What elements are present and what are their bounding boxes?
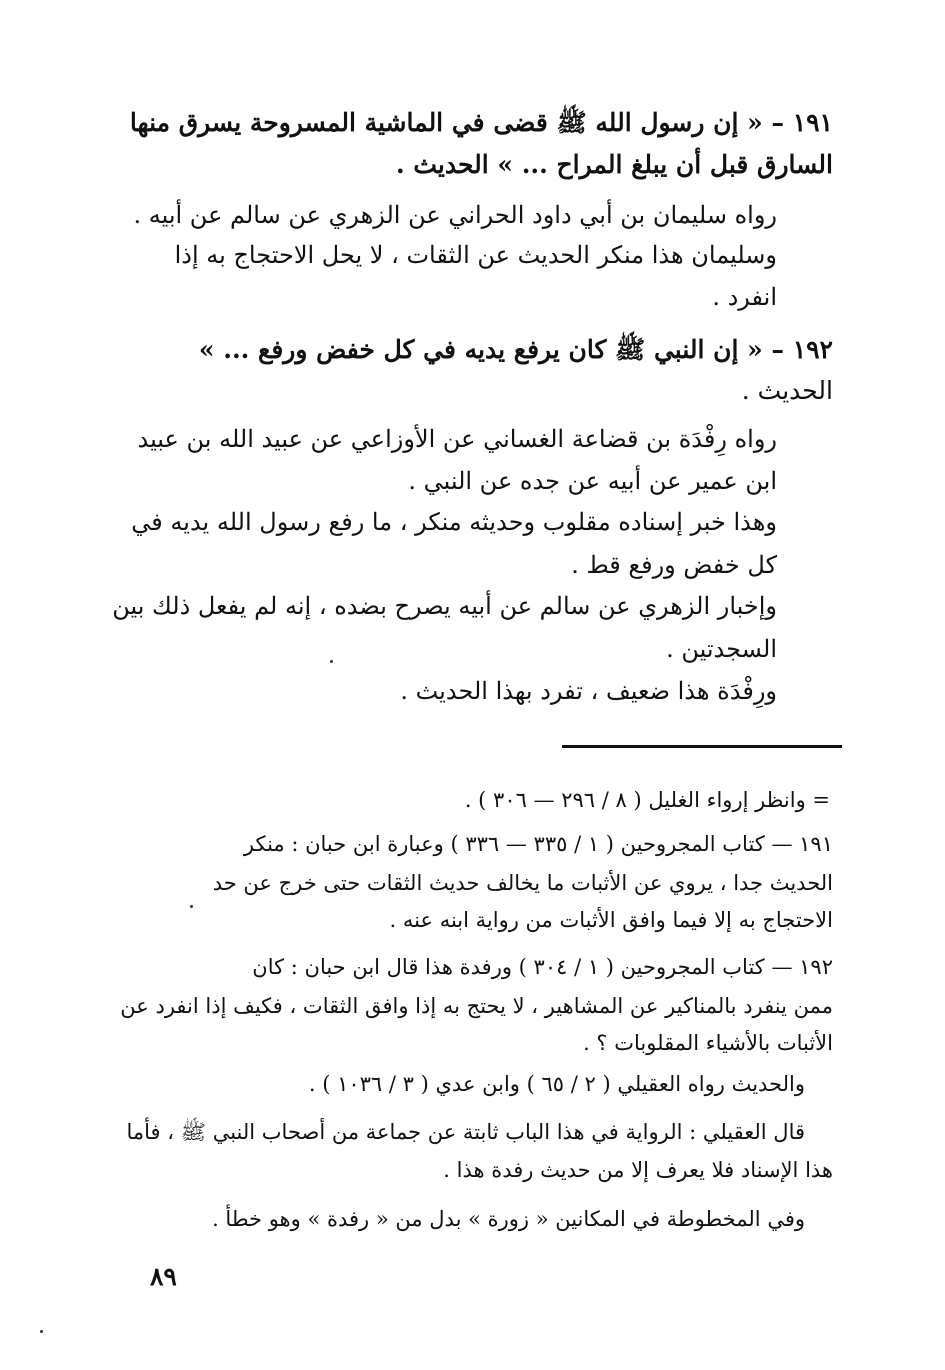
footnote-192-line-7: وفي المخطوطة في المكانين « زورة » بدل من « رفدة » وهو خطأ . <box>212 1207 805 1231</box>
scan-speck <box>190 905 193 908</box>
hadith-191-text-line-1: رواه سليمان بن أبي داود الحراني عن الزهري عن سالم عن أبيه . <box>133 201 777 229</box>
footnote-192-line-4: والحديث رواه العقيلي ( ٢ / ٦٥ ) وابن عدي ( ٣ / ١٠٣٦ ) . <box>308 1072 805 1096</box>
hadith-192-text-line-4: كل خفض ورفع قط . <box>571 551 777 579</box>
hadith-192-text-line-1: رواه رِفْدَة بن قضاعة الغساني عن الأوزاعي عن عبيد الله بن عبيد <box>137 425 777 453</box>
footnote-continuation-line: = وانظر إرواء الغليل ( ٨ / ٢٩٦ — ٣٠٦ ) . <box>464 788 830 812</box>
footnote-divider <box>562 745 842 748</box>
footnote-191-line-2: الحديث جدا ، يروي عن الأثبات ما يخالف حديث الثقات حتى خرج عن حد <box>212 871 833 895</box>
scan-speck <box>330 660 333 663</box>
hadith-192-text-line-2: ابن عمير عن أبيه عن جده عن النبي . <box>408 467 777 495</box>
footnote-192-line-1: ١٩٢ — كتاب المجروحين ( ١ / ٣٠٤ ) ورفدة هذا قال ابن حبان : كان <box>252 955 833 979</box>
hadith-192-text-line-6: السجدتين . <box>666 635 777 663</box>
hadith-191-text-line-3: انفرد . <box>712 283 777 311</box>
hadith-191-heading-line-1: ١٩١ – « إن رسول الله ﷺ قضى في الماشية المسروحة يسرق منها <box>129 108 833 137</box>
scan-speck <box>40 1330 43 1333</box>
hadith-192-text-line-5: وإخبار الزهري عن سالم عن أبيه يصرح بضده ، إنه لم يفعل ذلك بين <box>112 592 777 620</box>
hadith-192-heading-line-1: ١٩٢ – « إن النبي ﷺ كان يرفع يديه في كل خفض ورفع ... » <box>198 335 833 364</box>
hadith-192-text-line-7: ورِفْدَة هذا ضعيف ، تفرد بهذا الحديث . <box>400 677 777 705</box>
hadith-191-heading-line-2: السارق قبل أن يبلغ المراح ... » الحديث . <box>395 150 833 179</box>
footnote-191-line-1: ١٩١ — كتاب المجروحين ( ١ / ٣٣٥ — ٣٣٦ ) وعبارة ابن حبان : منكر <box>243 832 833 856</box>
page-number: ٨٩ <box>150 1262 177 1291</box>
hadith-192-heading-line-2: الحديث . <box>741 376 833 405</box>
footnote-192-line-2: ممن ينفرد بالمناكير عن المشاهير ، لا يحتج به إذا وافق الثقات ، فكيف إذا انفرد عن <box>120 994 833 1018</box>
hadith-191-text-line-2: وسليمان هذا منكر الحديث عن الثقات ، لا يحل الاحتجاج به إذا <box>174 241 777 269</box>
footnote-192-line-6: هذا الإسناد فلا يعرف إلا من حديث رفدة هذا . <box>443 1158 833 1182</box>
hadith-192-text-line-3: وهذا خبر إسناده مقلوب وحديثه منكر ، ما رفع رسول الله يديه في <box>131 508 777 536</box>
footnote-192-line-5: قال العقيلي : الرواية في هذا الباب ثابتة عن جماعة من أصحاب النبي ﷺ ، فأما <box>126 1120 805 1144</box>
footnote-191-line-3: الاحتجاج به إلا فيما وافق الأثبات من رواية ابنه عنه . <box>389 908 833 932</box>
footnote-192-line-3: الأثبات بالأشياء المقلوبات ؟ . <box>583 1031 833 1055</box>
